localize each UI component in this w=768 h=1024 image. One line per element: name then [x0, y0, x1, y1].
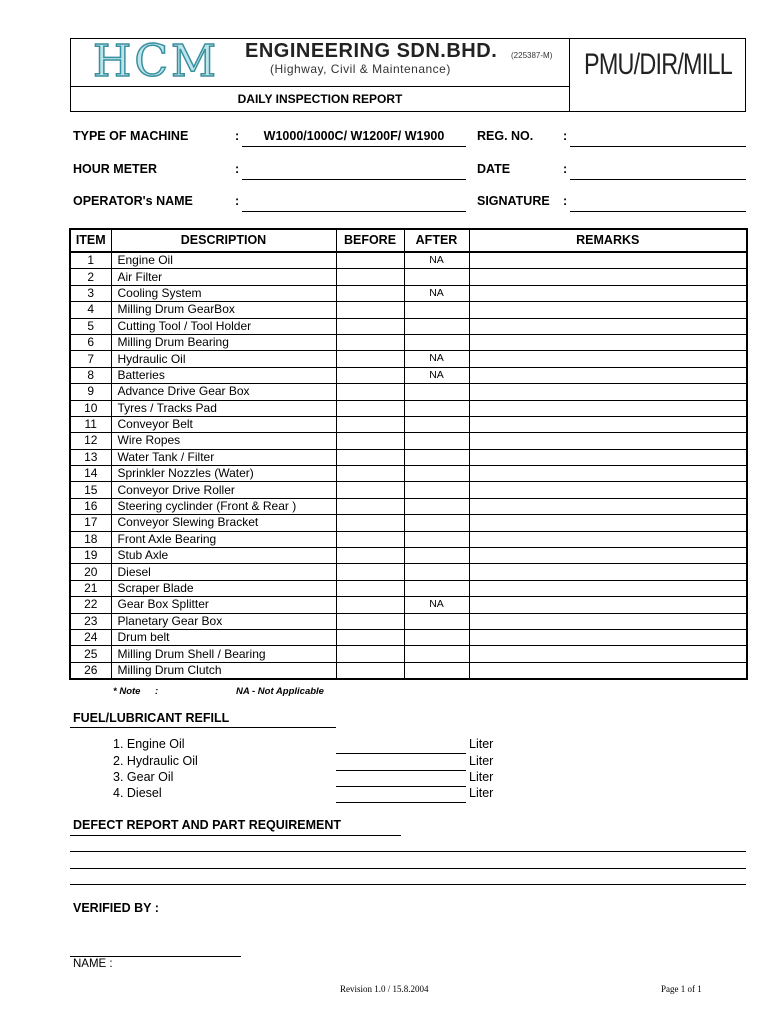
table-row	[70, 515, 747, 531]
signature-field[interactable]	[570, 211, 746, 212]
before-check-cell[interactable]	[336, 302, 404, 318]
defect-section-title: DEFECT REPORT AND PART REQUIREMENT	[73, 818, 342, 832]
before-check-cell[interactable]	[336, 384, 404, 400]
table-row	[70, 564, 747, 580]
table-row	[70, 302, 747, 318]
engine-oil-field[interactable]	[336, 753, 466, 754]
before-check-cell[interactable]	[336, 285, 404, 301]
remarks-cell[interactable]	[469, 302, 747, 318]
table-row	[70, 482, 747, 498]
after-check-cell[interactable]	[404, 548, 469, 564]
remarks-cell[interactable]	[469, 466, 747, 482]
fuel-title-underline	[70, 727, 336, 728]
description-cell: Air Filter	[111, 269, 336, 285]
item-number-cell: 22	[70, 597, 111, 613]
remarks-cell[interactable]	[469, 416, 747, 432]
document-code: PMU/DIR/MILL	[584, 48, 732, 81]
description-cell: Conveyor Slewing Bracket	[111, 515, 336, 531]
fuel-unit: Liter	[469, 770, 494, 784]
table-row	[70, 351, 747, 367]
operator-name-label: OPERATOR's NAME	[73, 194, 193, 208]
description-cell: Water Tank / Filter	[111, 449, 336, 465]
table-row	[70, 531, 747, 547]
field-colon: :	[563, 194, 568, 208]
remarks-cell[interactable]	[469, 400, 747, 416]
table-row	[70, 285, 747, 301]
table-row	[70, 433, 747, 449]
description-cell: Planetary Gear Box	[111, 613, 336, 629]
after-check-cell[interactable]	[404, 531, 469, 547]
table-row	[70, 334, 747, 350]
before-check-cell[interactable]	[336, 449, 404, 465]
before-check-cell[interactable]	[336, 252, 404, 269]
item-number-cell: 23	[70, 613, 111, 629]
item-number-cell: 7	[70, 351, 111, 367]
remarks-cell[interactable]	[469, 515, 747, 531]
inspection-table	[69, 228, 748, 680]
item-number-cell: 2	[70, 269, 111, 285]
item-number-cell: 20	[70, 564, 111, 580]
date-label: DATE	[477, 162, 511, 176]
after-check-cell[interactable]	[404, 564, 469, 580]
field-colon: :	[235, 129, 240, 143]
remarks-cell[interactable]	[469, 531, 747, 547]
remarks-cell[interactable]	[469, 252, 747, 269]
company-registration: (225387-M)	[511, 51, 553, 60]
defect-line-3[interactable]	[70, 884, 746, 885]
fuel-item-gear-oil: 3. Gear Oil	[113, 770, 174, 784]
diesel-field[interactable]	[336, 802, 466, 803]
remarks-cell[interactable]	[469, 482, 747, 498]
item-number-cell: 19	[70, 548, 111, 564]
before-check-cell[interactable]	[336, 466, 404, 482]
revision-info: Revision 1.0 / 15.8.2004	[340, 984, 429, 994]
header-remarks: REMARKS	[469, 229, 747, 252]
hour-meter-label: HOUR METER	[73, 162, 158, 176]
remarks-cell[interactable]	[469, 548, 747, 564]
after-check-cell[interactable]: NA	[404, 252, 469, 269]
before-check-cell[interactable]	[336, 351, 404, 367]
table-row	[70, 252, 747, 269]
description-cell: Sprinkler Nozzles (Water)	[111, 466, 336, 482]
after-check-cell[interactable]: NA	[404, 285, 469, 301]
before-check-cell[interactable]	[336, 548, 404, 564]
description-cell: Wire Ropes	[111, 433, 336, 449]
report-title: DAILY INSPECTION REPORT	[237, 92, 403, 106]
remarks-cell[interactable]	[469, 269, 747, 285]
description-cell: Batteries	[111, 367, 336, 383]
gear-oil-field[interactable]	[336, 786, 466, 787]
reg-no-field[interactable]	[570, 146, 746, 147]
item-number-cell: 4	[70, 302, 111, 318]
table-row	[70, 384, 747, 400]
hour-meter-field[interactable]	[242, 179, 466, 180]
after-check-cell[interactable]	[404, 662, 469, 679]
item-number-cell: 13	[70, 449, 111, 465]
hydraulic-oil-field[interactable]	[336, 770, 466, 771]
item-number-cell: 16	[70, 498, 111, 514]
defect-line-2[interactable]	[70, 868, 746, 869]
fuel-section-title: FUEL/LUBRICANT REFILL	[73, 711, 230, 725]
item-number-cell: 5	[70, 318, 111, 334]
fuel-unit: Liter	[469, 737, 494, 751]
item-number-cell: 18	[70, 531, 111, 547]
item-number-cell: 6	[70, 334, 111, 350]
name-label: NAME :	[73, 958, 113, 970]
after-check-cell[interactable]	[404, 384, 469, 400]
remarks-cell[interactable]	[469, 433, 747, 449]
fuel-unit: Liter	[469, 786, 494, 800]
remarks-cell[interactable]	[469, 629, 747, 645]
reg-no-label: REG. NO.	[477, 129, 534, 143]
description-cell: Tyres / Tracks Pad	[111, 400, 336, 416]
before-check-cell[interactable]	[336, 318, 404, 334]
before-check-cell[interactable]	[336, 646, 404, 662]
before-check-cell[interactable]	[336, 531, 404, 547]
defect-title-underline	[70, 835, 401, 836]
field-colon: :	[563, 129, 568, 143]
item-number-cell: 1	[70, 252, 111, 269]
before-check-cell[interactable]	[336, 515, 404, 531]
fuel-item-hydraulic-oil: 2. Hydraulic Oil	[113, 754, 198, 768]
item-number-cell: 9	[70, 384, 111, 400]
table-row	[70, 580, 747, 596]
table-row	[70, 400, 747, 416]
type-of-machine-label: TYPE OF MACHINE	[73, 129, 189, 143]
item-number-cell: 8	[70, 367, 111, 383]
description-cell: Milling Drum GearBox	[111, 302, 336, 318]
item-number-cell: 11	[70, 416, 111, 432]
after-check-cell[interactable]	[404, 580, 469, 596]
after-check-cell[interactable]	[404, 613, 469, 629]
remarks-cell[interactable]	[469, 662, 747, 679]
company-name: ENGINEERING SDN.BHD.	[245, 40, 498, 62]
verified-by-label: VERIFIED BY :	[73, 901, 159, 915]
company-tagline: (Highway, Civil & Maintenance)	[270, 62, 451, 76]
table-row	[70, 449, 747, 465]
remarks-cell[interactable]	[469, 351, 747, 367]
after-check-cell[interactable]	[404, 466, 469, 482]
item-number-cell: 21	[70, 580, 111, 596]
field-colon: :	[563, 162, 568, 176]
table-row	[70, 416, 747, 432]
item-number-cell: 24	[70, 629, 111, 645]
table-row	[70, 498, 747, 514]
description-cell: Stub Axle	[111, 548, 336, 564]
remarks-cell[interactable]	[469, 498, 747, 514]
description-cell: Gear Box Splitter	[111, 597, 336, 613]
item-number-cell: 26	[70, 662, 111, 679]
item-number-cell: 17	[70, 515, 111, 531]
description-cell: Conveyor Drive Roller	[111, 482, 336, 498]
after-check-cell[interactable]	[404, 646, 469, 662]
header-item: ITEM	[70, 229, 111, 252]
field-colon: :	[235, 194, 240, 208]
item-number-cell: 10	[70, 400, 111, 416]
table-row	[70, 629, 747, 645]
description-cell: Front Axle Bearing	[111, 531, 336, 547]
after-check-cell[interactable]: NA	[404, 351, 469, 367]
inspection-table-body	[70, 252, 747, 679]
description-cell: Milling Drum Clutch	[111, 662, 336, 679]
type-of-machine-value: W1000/1000C/ W1200F/ W1900	[263, 129, 445, 143]
before-check-cell[interactable]	[336, 269, 404, 285]
table-row	[70, 269, 747, 285]
note-colon: :	[155, 686, 159, 697]
type-of-machine-field[interactable]	[242, 146, 466, 147]
fuel-unit: Liter	[469, 754, 494, 768]
header-description: DESCRIPTION	[111, 229, 336, 252]
remarks-cell[interactable]	[469, 613, 747, 629]
description-cell: Hydraulic Oil	[111, 351, 336, 367]
description-cell: Diesel	[111, 564, 336, 580]
item-number-cell: 12	[70, 433, 111, 449]
table-row	[70, 367, 747, 383]
description-cell: Drum belt	[111, 629, 336, 645]
after-check-cell[interactable]	[404, 482, 469, 498]
before-check-cell[interactable]	[336, 367, 404, 383]
after-check-cell[interactable]	[404, 416, 469, 432]
description-cell: Cooling System	[111, 285, 336, 301]
defect-line-1[interactable]	[70, 851, 746, 852]
before-check-cell[interactable]	[336, 498, 404, 514]
operator-name-field[interactable]	[242, 211, 466, 212]
after-check-cell[interactable]	[404, 400, 469, 416]
header-before: BEFORE	[336, 229, 404, 252]
before-check-cell[interactable]	[336, 433, 404, 449]
table-row	[70, 548, 747, 564]
description-cell: Cutting Tool / Tool Holder	[111, 318, 336, 334]
description-cell: Milling Drum Shell / Bearing	[111, 646, 336, 662]
remarks-cell[interactable]	[469, 580, 747, 596]
after-check-cell[interactable]	[404, 515, 469, 531]
remarks-cell[interactable]	[469, 318, 747, 334]
header-after: AFTER	[404, 229, 469, 252]
description-cell: Milling Drum Bearing	[111, 334, 336, 350]
fuel-item-diesel: 4. Diesel	[113, 786, 162, 800]
item-number-cell: 15	[70, 482, 111, 498]
signature-label: SIGNATURE	[477, 194, 550, 208]
date-field[interactable]	[570, 179, 746, 180]
item-number-cell: 3	[70, 285, 111, 301]
before-check-cell[interactable]	[336, 613, 404, 629]
after-check-cell[interactable]	[404, 334, 469, 350]
after-check-cell[interactable]	[404, 318, 469, 334]
description-cell: Scraper Blade	[111, 580, 336, 596]
remarks-cell[interactable]	[469, 285, 747, 301]
before-check-cell[interactable]	[336, 400, 404, 416]
fuel-item-engine-oil: 1. Engine Oil	[113, 737, 185, 751]
remarks-cell[interactable]	[469, 367, 747, 383]
item-number-cell: 14	[70, 466, 111, 482]
remarks-cell[interactable]	[469, 646, 747, 662]
before-check-cell[interactable]	[336, 629, 404, 645]
after-check-cell[interactable]	[404, 269, 469, 285]
description-cell: Conveyor Belt	[111, 416, 336, 432]
table-header-row	[70, 229, 747, 252]
before-check-cell[interactable]	[336, 334, 404, 350]
table-row	[70, 597, 747, 613]
after-check-cell[interactable]: NA	[404, 597, 469, 613]
note-text: NA - Not Applicable	[236, 686, 324, 697]
before-check-cell[interactable]	[336, 580, 404, 596]
after-check-cell[interactable]	[404, 433, 469, 449]
description-cell: Advance Drive Gear Box	[111, 384, 336, 400]
after-check-cell[interactable]	[404, 498, 469, 514]
before-check-cell[interactable]	[336, 662, 404, 679]
remarks-cell[interactable]	[469, 334, 747, 350]
remarks-cell[interactable]	[469, 597, 747, 613]
before-check-cell[interactable]	[336, 416, 404, 432]
remarks-cell[interactable]	[469, 384, 747, 400]
after-check-cell[interactable]	[404, 629, 469, 645]
remarks-cell[interactable]	[469, 449, 747, 465]
remarks-cell[interactable]	[469, 564, 747, 580]
table-row	[70, 662, 747, 679]
after-check-cell[interactable]	[404, 302, 469, 318]
item-number-cell: 25	[70, 646, 111, 662]
company-logo: HCM	[93, 36, 220, 87]
page-number: Page 1 of 1	[661, 984, 702, 994]
table-row	[70, 466, 747, 482]
after-check-cell[interactable]: NA	[404, 367, 469, 383]
description-cell: Steering cyclinder (Front & Rear )	[111, 498, 336, 514]
table-row	[70, 318, 747, 334]
before-check-cell[interactable]	[336, 564, 404, 580]
before-check-cell[interactable]	[336, 597, 404, 613]
description-cell: Engine Oil	[111, 252, 336, 269]
verifier-signature-field[interactable]	[70, 956, 241, 957]
table-row	[70, 646, 747, 662]
table-row	[70, 613, 747, 629]
after-check-cell[interactable]	[404, 449, 469, 465]
field-colon: :	[235, 162, 240, 176]
note-label: * Note	[113, 686, 141, 697]
before-check-cell[interactable]	[336, 482, 404, 498]
